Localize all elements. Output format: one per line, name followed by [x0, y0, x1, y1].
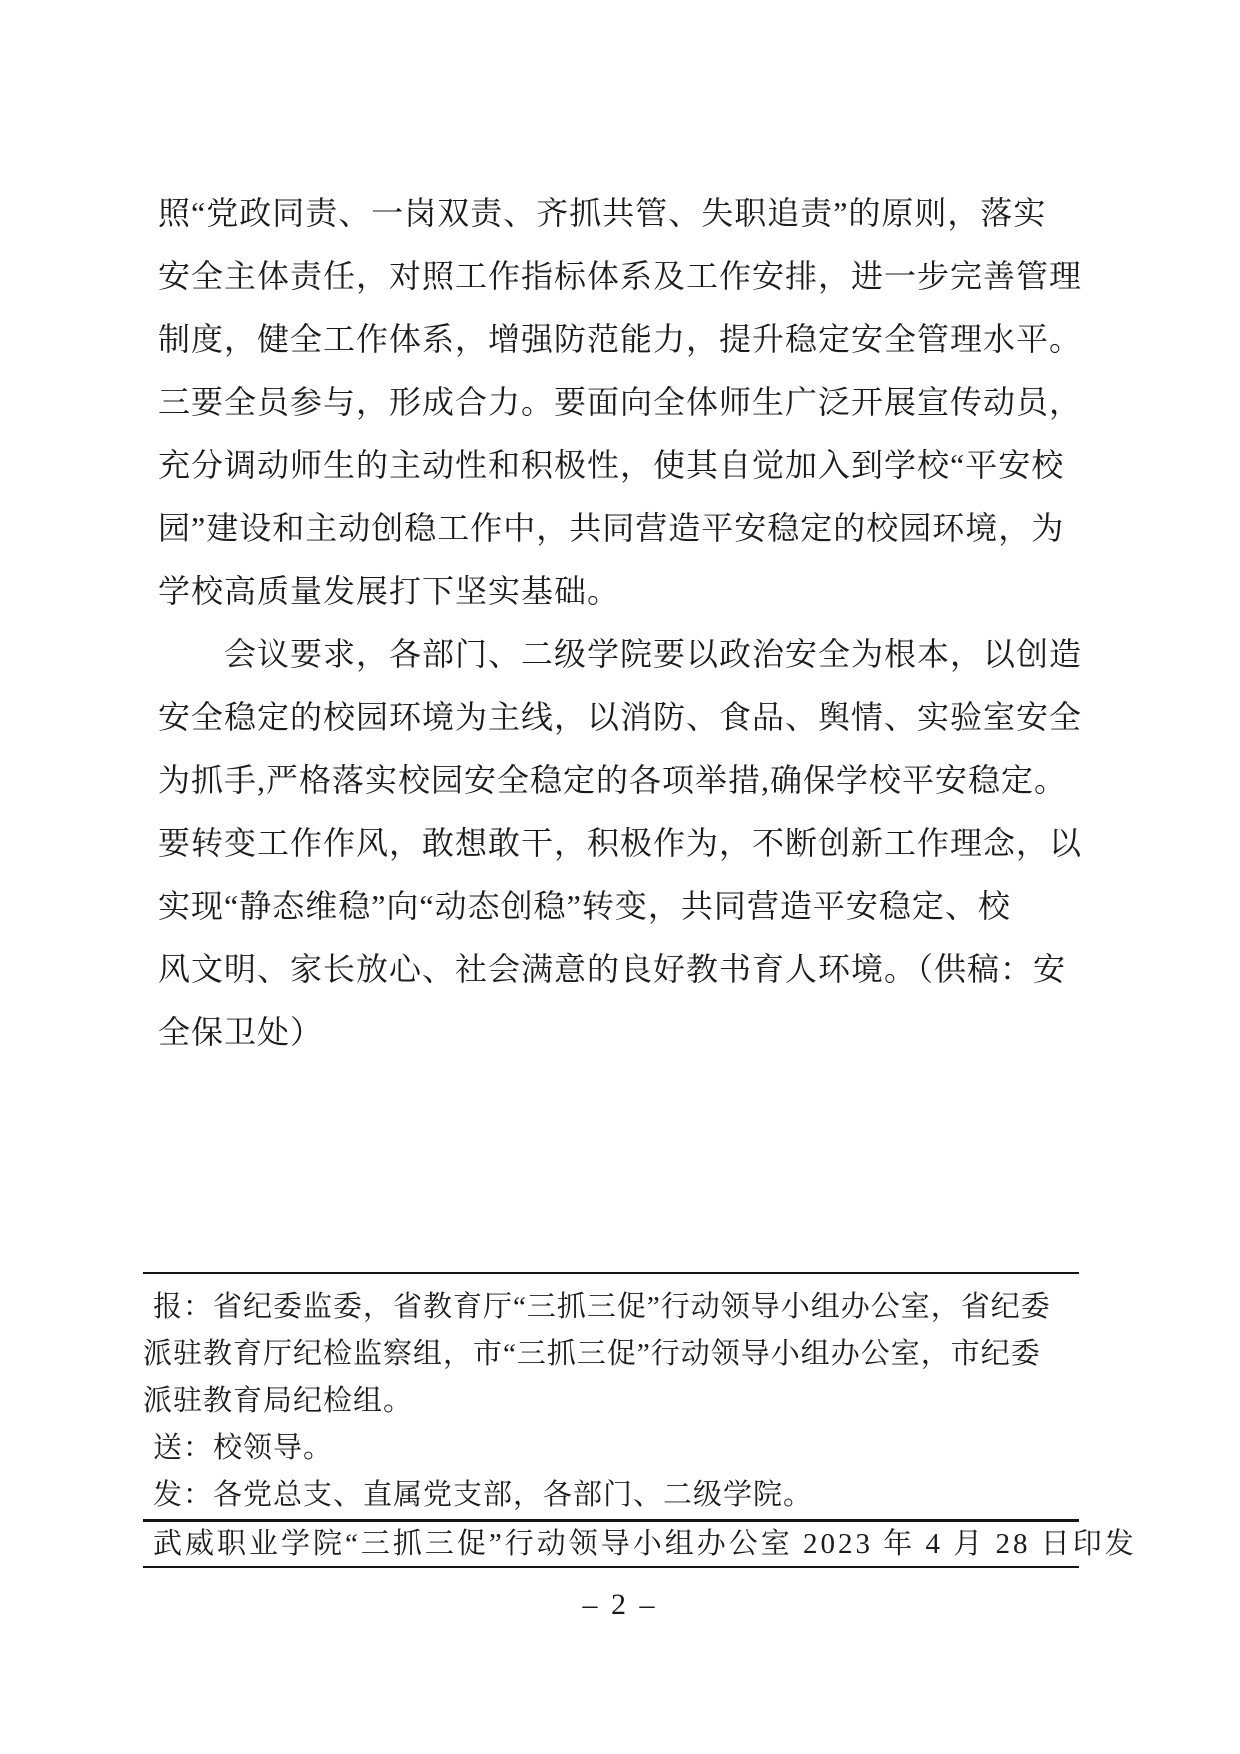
body-line: 实现“静态维稳”向“动态创稳”转变，共同营造平安稳定、校: [158, 888, 1011, 924]
footer-bottom-rule: [143, 1566, 1079, 1568]
distribution-block: [143, 1272, 1137, 1568]
report-to-line-wrap: 派驻教育局纪检组。: [143, 1385, 414, 1417]
body-line: 为抓手,严格落实校园安全稳定的各项举措,确保学校平安稳定。: [158, 762, 1068, 798]
body-line: 三要全员参与，形成合力。要面向全体师生广泛开展宣传动员，: [158, 384, 1083, 420]
body-line: 要转变工作作风，敢想敢干，积极作为，不断创新工作理念，以: [158, 825, 1083, 861]
issue-to-line: 发：各党总支、直属党支部，各部门、二级学院。: [153, 1479, 814, 1511]
body-line-paragraph-start: 会议要求，各部门、二级学院要以政治安全为根本，以创造: [224, 636, 1083, 672]
body-line: 风文明、家长放心、社会满意的良好教书育人环境。（供稿：安: [158, 951, 1067, 987]
distribution-lines: [143, 1274, 1079, 1519]
body-line: 充分调动师生的主动性和积极性，使其自觉加入到学校“平安校: [158, 447, 1065, 483]
body-line: 全保卫处）: [158, 1014, 324, 1050]
body-line: 制度，健全工作体系，增强防范能力，提升稳定安全管理水平。: [158, 321, 1083, 357]
body-line: 安全主体责任，对照工作指标体系及工作安排，进一步完善管理: [158, 258, 1083, 294]
body-text-block: [158, 182, 1088, 1064]
body-line: 学校高质量发展打下坚实基础。: [158, 573, 621, 609]
page-number: – 2 –: [582, 1588, 658, 1621]
body-line: 安全稳定的校园环境为主线，以消防、食品、舆情、实验室安全: [158, 699, 1083, 735]
body-line: 照“党政同责、一岗双责、齐抓共管、失职追责”的原则，落实: [158, 195, 1047, 231]
report-to-line: 报：省纪委监委，省教育厅“三抓三促”行动领导小组办公室，省纪委: [153, 1291, 1051, 1323]
body-line: 园”建设和主动创稳工作中，共同营造平安稳定的校园环境，为: [158, 510, 1065, 546]
report-to-line-wrap: 派驻教育厅纪检监察组，市“三抓三促”行动领导小组办公室，市纪委: [143, 1338, 1041, 1370]
send-to-line: 送：校领导。: [153, 1432, 334, 1464]
issuing-office-line: 武威职业学院“三抓三促”行动领导小组办公室 2023 年 4 月 28 日印发: [153, 1528, 1137, 1560]
